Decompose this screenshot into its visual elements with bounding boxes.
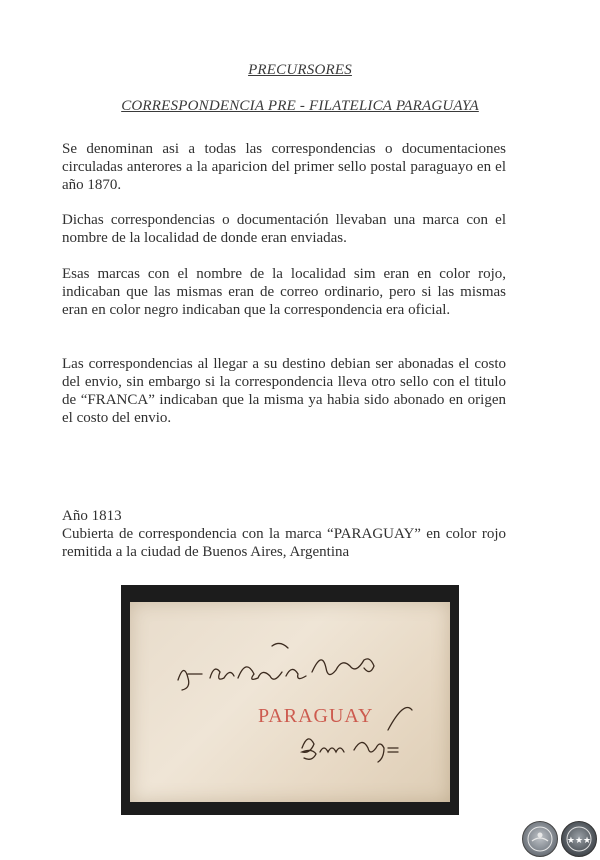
letter-cover (130, 602, 450, 802)
handwritten-address-image (130, 602, 450, 802)
franca-paragraph: Las correspondencias al llegar a su destino debian ser abonadas el costo del envio, sin embargo si la correspondencia lleva otro sello con el titulo de “FRANCA” indicaban que la misma ya habia sido abonado en origen el costo del envio. (62, 356, 506, 426)
exhibitor-seal-icon (522, 821, 558, 857)
postmark-paraguay: PARAGUAY (258, 705, 374, 727)
page-subtitle: CORRESPONDENCIA PRE - FILATELICA PARAGUAYA (121, 98, 479, 114)
exhibit-year: Año 1813 (62, 508, 122, 524)
colors-paragraph: Esas marcas con el nombre de la localidad sim eran en color rojo, indicaban que las mismas eran de correo ordinario, pero si las mismas eran en color negro indicaban que la correspondencia era oficial. (62, 266, 506, 318)
marks-paragraph: Dichas correspondencias o documentación llevaban una marca con el nombre de la localidad de donde eran enviadas. (62, 212, 506, 246)
exhibit-caption: Cubierta de correspondencia con la marca “PARAGUAY” en color rojo remitida a la ciudad de Buenos Aires, Argentina (62, 526, 506, 560)
stars-seal-icon (561, 821, 597, 857)
page-title: PRECURSORES (248, 62, 352, 78)
intro-paragraph: Se denominan asi a todas las correspondencias o documentaciones circuladas anterores a la aparicion del primer sello postal paraguayo en el año 1870. (62, 141, 506, 193)
cover-photo (121, 585, 459, 815)
svg-text:★★★: ★★★ (566, 836, 592, 846)
